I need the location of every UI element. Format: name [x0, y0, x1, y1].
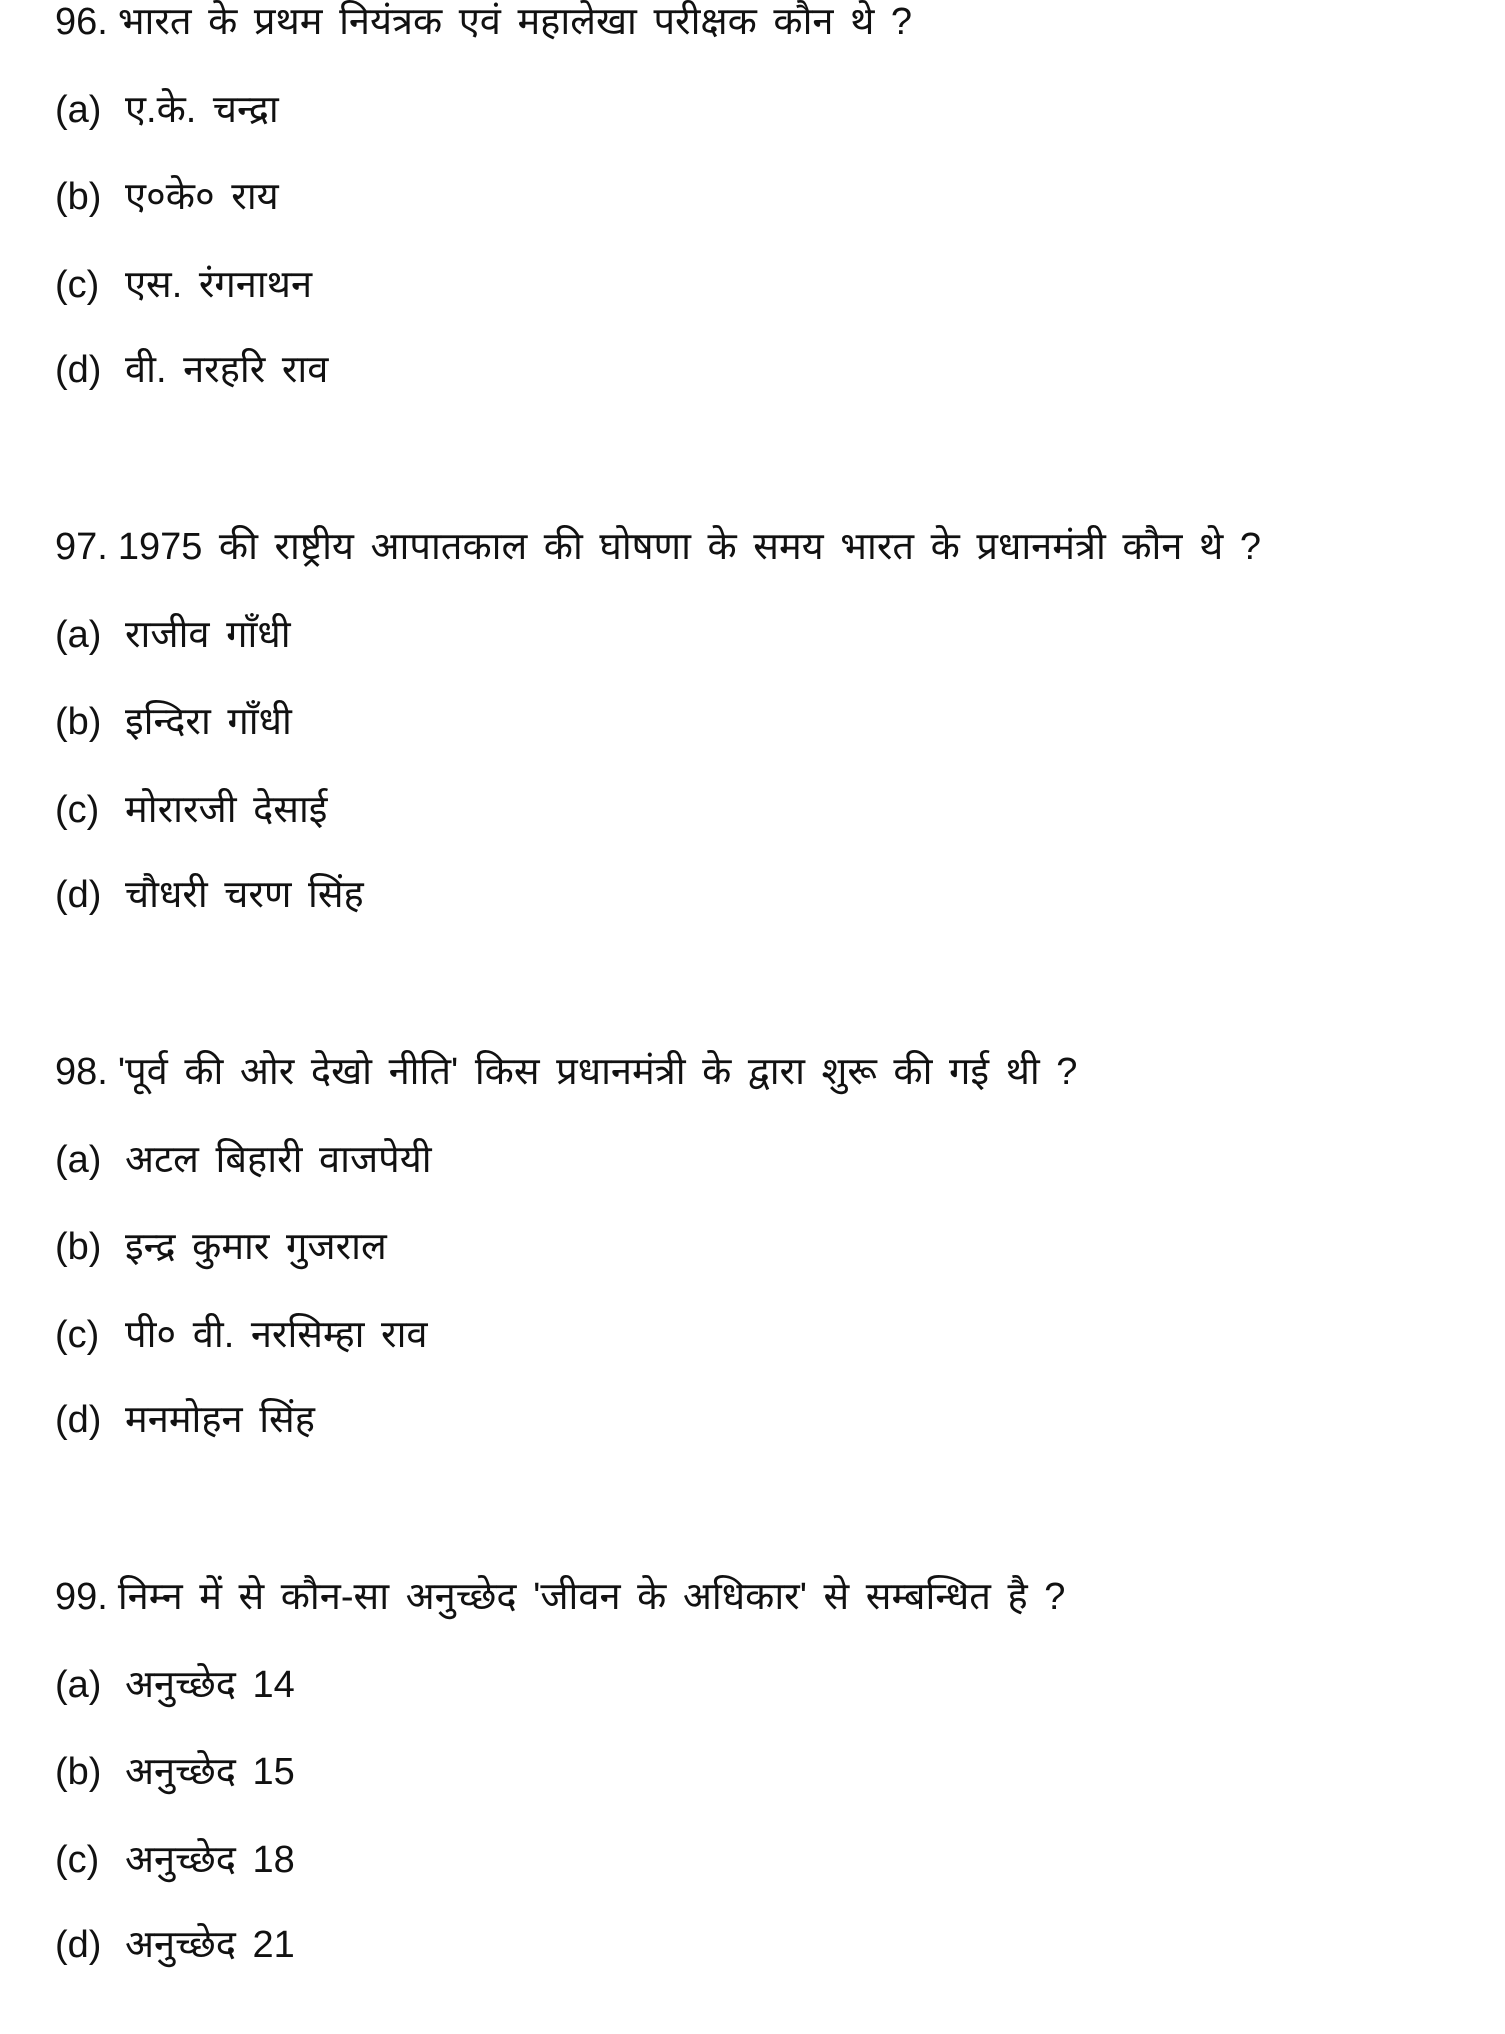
option-label: (d)	[55, 1924, 102, 1966]
option-c[interactable]	[55, 785, 327, 835]
option-text: मोरारजी देसाई	[125, 789, 328, 831]
option-c[interactable]	[55, 1835, 295, 1885]
option-text: एस. रंगनाथन	[125, 264, 313, 306]
option-label: (c)	[55, 789, 100, 831]
option-b[interactable]	[55, 1747, 295, 1797]
option-label: (b)	[55, 701, 102, 743]
option-text: मनमोहन सिंह	[125, 1399, 315, 1441]
option-a[interactable]	[55, 1660, 295, 1710]
option-label: (c)	[55, 1314, 100, 1356]
option-text: राजीव गाँधी	[125, 614, 291, 656]
option-text: अनुच्छेद 21	[125, 1924, 295, 1966]
option-text: वी. नरहरि राव	[125, 349, 329, 391]
option-b[interactable]	[55, 172, 279, 222]
option-text: अनुच्छेद 15	[125, 1751, 295, 1793]
option-c[interactable]	[55, 1310, 428, 1360]
option-label: (c)	[55, 264, 100, 306]
question-number: 96.	[55, 1, 108, 43]
question-text: निम्न में से कौन-सा अनुच्छेद 'जीवन के अधिकार' से सम्बन्धित है ?	[117, 1576, 1066, 1618]
question-number: 97.	[55, 526, 108, 568]
option-label: (b)	[55, 176, 102, 218]
question-text: 1975 की राष्ट्रीय आपातकाल की घोषणा के समय भारत के प्रधानमंत्री कौन थे ?	[117, 526, 1261, 568]
option-text: ए.के. चन्द्रा	[125, 89, 279, 131]
option-label: (a)	[55, 1139, 102, 1181]
option-text: ए०के० राय	[125, 176, 279, 218]
question-number: 99.	[55, 1576, 108, 1618]
option-text: चौधरी चरण सिंह	[125, 874, 364, 916]
question-stem	[55, 0, 912, 47]
option-label: (d)	[55, 349, 102, 391]
option-a[interactable]	[55, 1135, 432, 1185]
option-a[interactable]	[55, 610, 291, 660]
question-stem	[55, 522, 1261, 572]
option-label: (b)	[55, 1751, 102, 1793]
option-label: (b)	[55, 1226, 102, 1268]
option-label: (c)	[55, 1839, 100, 1881]
option-b[interactable]	[55, 1222, 387, 1272]
option-label: (d)	[55, 874, 102, 916]
option-text: पी० वी. नरसिम्हा राव	[125, 1314, 428, 1356]
option-text: इन्दिरा गाँधी	[125, 701, 292, 743]
option-c[interactable]	[55, 260, 312, 310]
question-stem	[55, 1047, 1077, 1097]
option-a[interactable]	[55, 85, 279, 135]
option-text: अनुच्छेद 18	[125, 1839, 295, 1881]
question-text: भारत के प्रथम नियंत्रक एवं महालेखा परीक्षक कौन थे ?	[117, 1, 913, 43]
option-d[interactable]	[55, 1920, 295, 1970]
option-d[interactable]	[55, 1395, 315, 1445]
option-text: अटल बिहारी वाजपेयी	[125, 1139, 432, 1181]
option-label: (a)	[55, 89, 102, 131]
option-label: (d)	[55, 1399, 102, 1441]
option-text: अनुच्छेद 14	[125, 1664, 295, 1706]
question-stem	[55, 1572, 1065, 1622]
question-number: 98.	[55, 1051, 108, 1093]
option-d[interactable]	[55, 345, 328, 395]
option-label: (a)	[55, 1664, 102, 1706]
option-d[interactable]	[55, 870, 364, 920]
question-text: 'पूर्व की ओर देखो नीति' किस प्रधानमंत्री के द्वारा शुरू की गई थी ?	[117, 1051, 1078, 1093]
option-b[interactable]	[55, 697, 292, 747]
option-text: इन्द्र कुमार गुजराल	[125, 1226, 387, 1268]
option-label: (a)	[55, 614, 102, 656]
